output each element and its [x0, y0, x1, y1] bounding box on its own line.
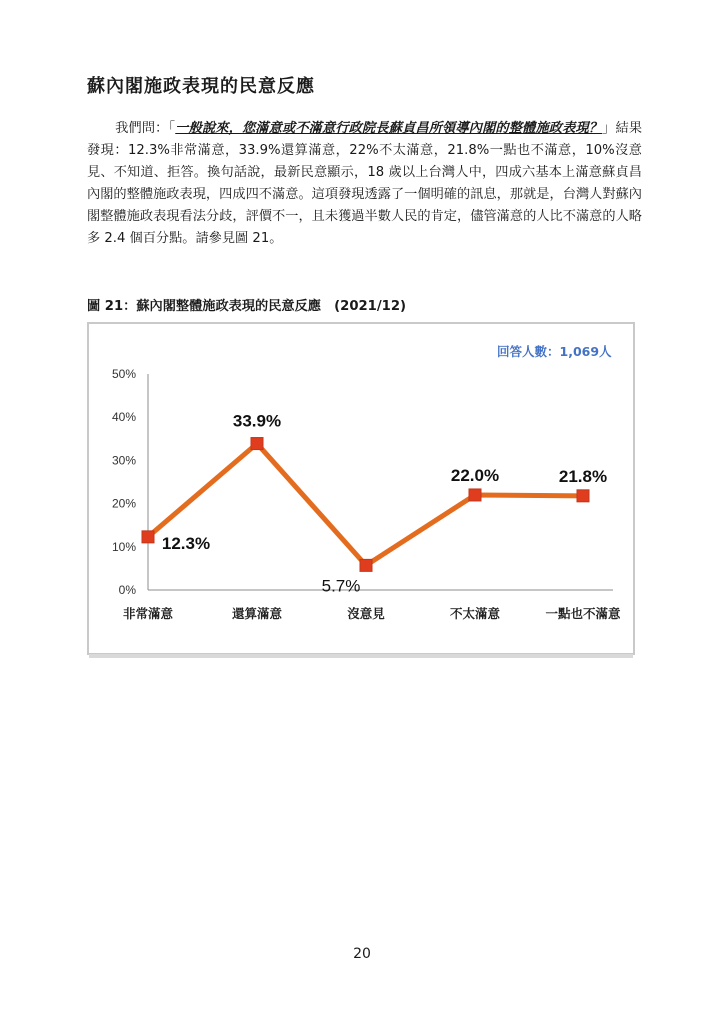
data-label: 21.8%: [558, 466, 608, 486]
x-tick-label: 沒意見: [347, 606, 385, 621]
data-point: [577, 490, 589, 502]
data-label: 22.0%: [450, 465, 500, 485]
data-labels: [162, 412, 607, 596]
y-tick-label: 40%: [111, 410, 136, 425]
paragraph-body: 結果發現：12.3%非常滿意，33.9%還算滿意，22%不太滿意，21.8%一點也不滿意，10%沒意見、不知道、拒答。換句話說，最新民意顯示，18 歲以上台灣人中，四成六基本上滿意蘇貞昌內閣的整體施政表現，四成四不滿意。這項發現透露了一個明確的訊息，那就是，台灣人對蘇內閣整體施政表現看法分歧，評價不一，且未獲過半數人民的肯定，儘管滿意的人比不滿意的人略多 2.4 個百分點。請參見圖 21。: [87, 121, 643, 246]
x-tick-label: 非常滿意: [122, 606, 174, 621]
y-tick-label: 30%: [111, 453, 136, 468]
figure-caption: 圖 21：蘇內閣整體施政表現的民意反應 (2021/12): [87, 299, 407, 314]
y-tick-label: 0%: [118, 583, 136, 597]
y-tick-label: 10%: [111, 539, 136, 554]
x-tick-label: 一點也不滿意: [545, 606, 621, 621]
x-tick-label: 不太滿意: [449, 606, 501, 621]
respondent-count: 回答人數：1,069人: [497, 344, 612, 359]
page-number: 20: [353, 946, 371, 962]
data-label: 33.9%: [232, 411, 282, 431]
y-tick-label: 50%: [111, 367, 136, 381]
series-line: [148, 444, 583, 566]
data-point: [142, 531, 154, 543]
data-point: [469, 489, 481, 501]
x-tick-label: 還算滿意: [231, 606, 283, 621]
data-label: 5.7%: [321, 576, 361, 596]
question-lead: 我們問：「: [115, 121, 176, 136]
data-point: [360, 559, 372, 571]
section-heading: 蘇內閣施政表現的民意反應: [87, 76, 315, 97]
y-tick-labels: [112, 367, 136, 597]
x-tick-labels: [123, 606, 621, 621]
question-close: 」: [602, 121, 616, 136]
data-point: [251, 438, 263, 450]
data-label: 12.3%: [161, 533, 211, 553]
survey-question: 一般說來，您滿意或不滿意行政院長蘇貞昌所領導內閣的整體施政表現？: [175, 121, 603, 136]
y-tick-label: 20%: [111, 496, 136, 511]
